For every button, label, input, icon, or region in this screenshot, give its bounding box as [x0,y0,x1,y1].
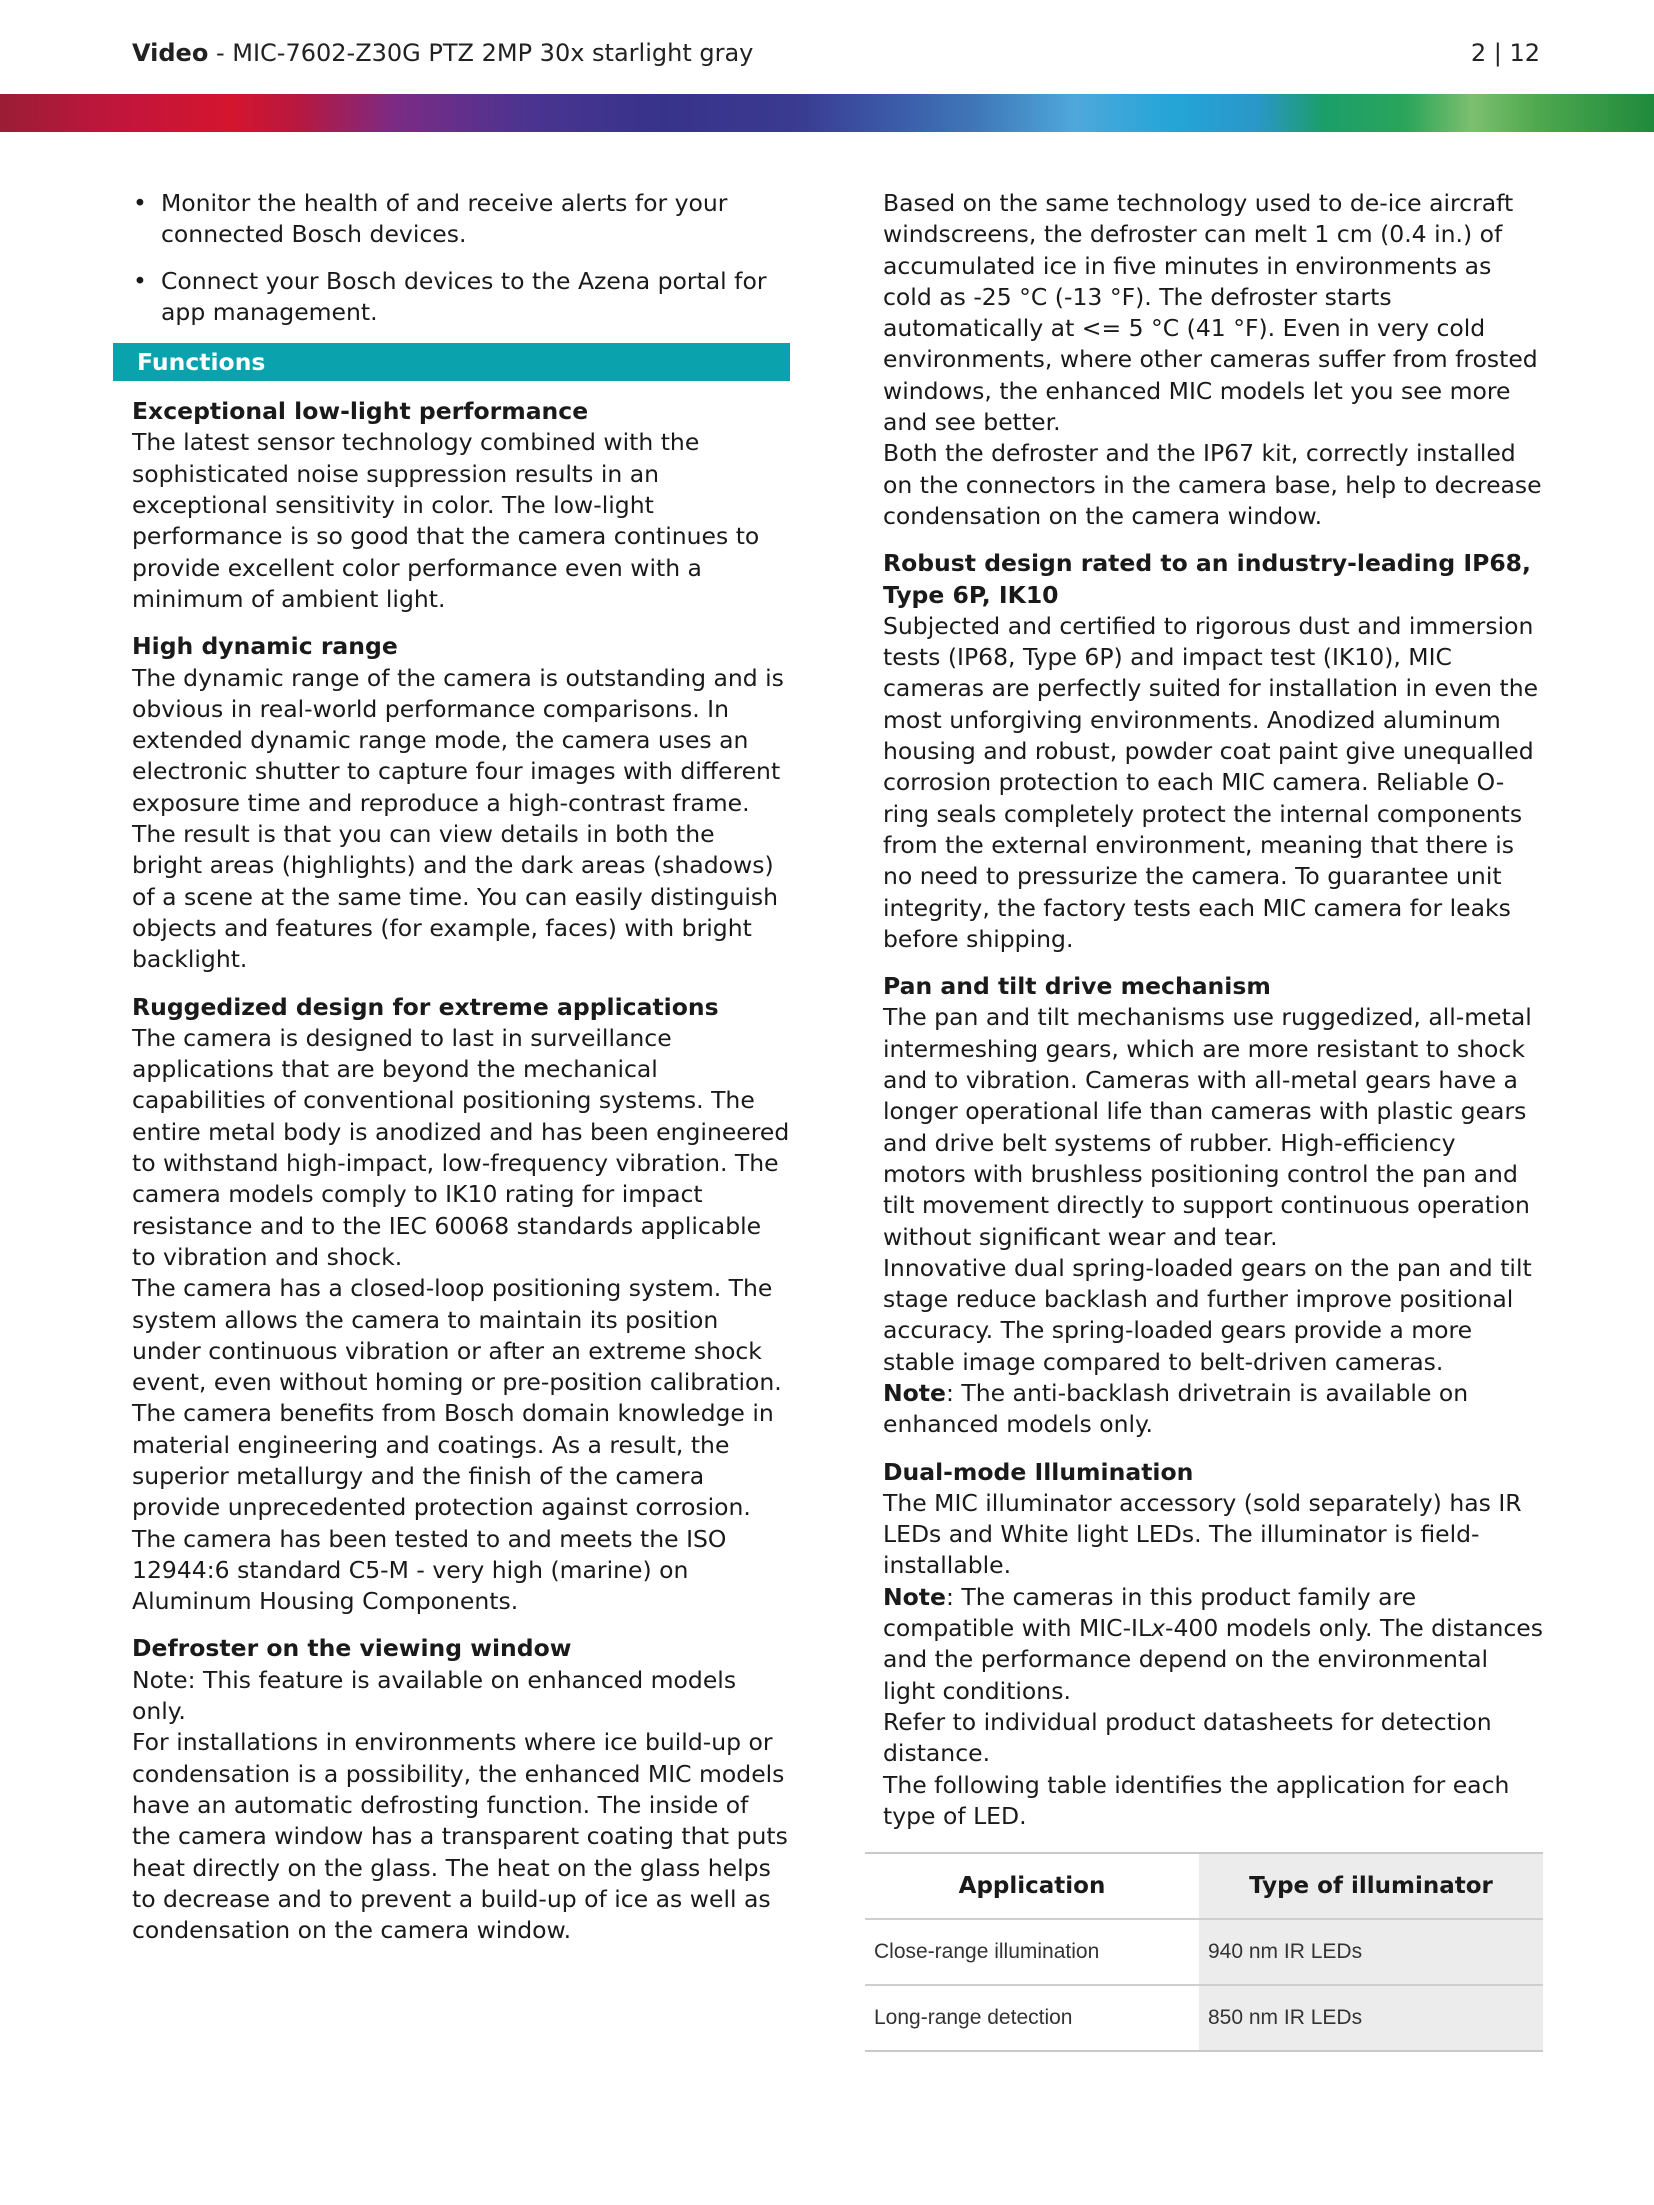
product-title: - MIC-7602-Z30G PTZ 2MP 30x starlight gray [208,39,754,67]
feature-text: For installations in environments where ice build-up or condensation is a possibility, the enhanced MIC models have an automatic defrosting function. The inside of the camera window has a transparent coating that puts heat directly on the glass. The heat on the glass helps to decrease and to prevent a build-up of ice as well as condensation on the camera window. [132,1728,788,1945]
page-header [132,36,1540,70]
feature-low-light [132,396,790,615]
feature-robust-design [883,548,1543,955]
feature-heading: Exceptional low-light performance [132,397,589,426]
section-header-functions: Functions [113,343,790,381]
note-label: Note [883,1378,946,1407]
feature-ruggedized [132,992,790,1618]
category-label: Video [132,39,209,67]
bullet-icon: • [133,189,147,217]
note-label: Note [883,1582,946,1611]
feature-defroster-continued [883,188,1543,532]
table-cell: 940 nm IR LEDs [1199,1919,1543,1985]
feature-text: The following table identifies the application for each type of LED. [883,1770,1510,1830]
feature-defroster [132,1633,790,1946]
table-cell: Close-range illumination [865,1919,1199,1985]
feature-text: Subjected and certified to rigorous dust and immersion tests (IP68, Type 6P) and impact test (IK10), MIC cameras are perfectly suited for installation in even the most unforgiving environments. Anodized aluminum housing and robust, powder coat paint give unequalled corrosion protection to each MIC camera. Reliable O-ring seals completely protect the internal components from the external environment, meaning that there is no need to pressurize the camera. To guarantee unit integrity, the factory tests each MIC camera for leaks before shipping. [883,611,1539,953]
feature-dual-mode-illumination [883,1457,1543,1833]
table-row [865,1919,1543,1985]
illuminator-table [865,1852,1543,2052]
feature-hdr [132,631,790,975]
column-header: Application [958,1873,1106,1900]
list-item: • Monitor the health of and receive alerts for your connected Bosch devices. [133,189,728,249]
left-column [132,188,790,1946]
feature-heading: Defroster on the viewing window [132,1634,572,1663]
feature-text: Note: This feature is available on enhanced models only. [132,1665,737,1726]
column-header: Type of illuminator [1199,1853,1543,1919]
feature-text: The latest sensor technology combined with the sophisticated noise suppression results in an exceptional sensitivity in color. The low-light performance is so good that the camera continues to provide excellent color performance even with a minimum of ambient light. [132,428,760,613]
feature-heading: Dual-mode Illumination [883,1457,1194,1486]
bullet-icon: • [133,266,147,295]
bullet-list [132,188,790,328]
feature-text: The camera benefits from Bosch domain knowledge in material engineering and coatings. As a result, the superior metallurgy and the finish of the camera provide unprecedented protection against corrosion. The camera has been tested to and meets the ISO 12944:6 standard C5-M - very high (marine) on Aluminum Housing Components. [132,1399,774,1616]
table-header-row [865,1853,1543,1919]
right-column [874,188,1543,2052]
feature-text: The camera has a closed-loop positioning system. The system allows the camera to maintain its position under continuous vibration or after an extreme shock event, even without homing or pre-position calibration. [132,1274,782,1397]
note-text: Note: The anti-backlash drivetrain is available on enhanced models only. [883,1378,1469,1439]
feature-text: The pan and tilt mechanisms use ruggedized, all-metal intermeshing gears, which are more resistant to shock and to vibration. Cameras with all-metal gears have a longer operational life than cameras with plastic gears and drive belt systems of rubber. High-efficiency motors with brushless positioning control the pan and tilt movement directly to support continuous operation without significant wear and tear. [883,1003,1532,1251]
feature-heading: Robust design rated to an industry-leading IP68, Type 6P, IK10 [883,549,1531,609]
feature-heading: Ruggedized design for extreme applications [132,992,719,1021]
list-item: • Connect your Bosch devices to the Azena portal for app management. [133,266,767,326]
feature-text: Innovative dual spring-loaded gears on the pan and tilt stage reduce backlash and further improve positional accuracy. The spring-loaded gears provide a more stable image compared to belt-driven cameras. [883,1253,1532,1376]
note-text: Note: The cameras in this product family are compatible with MIC-ILx-400 models only. The distances and the performance depend on the environmental light conditions. [883,1582,1543,1705]
feature-text: Refer to individual product datasheets for detection distance. [883,1707,1492,1768]
document-title [132,36,753,70]
feature-heading: Pan and tilt drive mechanism [883,972,1271,1001]
table-cell: 850 nm IR LEDs [1199,1985,1543,2051]
feature-text: The camera is designed to last in surveillance applications that are beyond the mechanical capabilities of conventional positioning systems. The entire metal body is anodized and has been engineered to withstand high-impact, low-frequency vibration. The camera models comply to IK10 rating for impact resistance and to the IEC 60068 standards applicable to vibration and shock. [132,1023,790,1271]
feature-heading: High dynamic range [132,632,398,661]
feature-text: Both the defroster and the IP67 kit, correctly installed on the connectors in the camera base, help to decrease condensation on the camera window. [883,439,1542,530]
feature-text: The dynamic range of the camera is outstanding and is obvious in real-world performance comparisons. In extended dynamic range mode, the camera uses an electronic shutter to capture four images with different exposure time and reproduce a high-contrast frame. The result is that you can view details in both the bright areas (highlights) and the dark areas (shadows) of a scene at the same time. You can easily distinguish objects and features (for example, faces) with bright backlight. [132,663,784,974]
table-cell: Long-range detection [865,1985,1199,2051]
table-row [865,1985,1543,2051]
page-number: 2 | 12 [1470,39,1540,67]
feature-pan-tilt [883,971,1543,1440]
feature-text: The MIC illuminator accessory (sold separately) has IR LEDs and White light LEDs. The illuminator is field-installable. [883,1488,1522,1580]
model-variable: x [1151,1614,1165,1643]
feature-text: Based on the same technology used to de-ice aircraft windscreens, the defroster can melt 1 cm (0.4 in.) of accumulated ice in five minutes in environments as cold as -25 °C (-13 °F). The defroster starts automatically at <= 5 °C (41 °F). Even in very cold environments, where other cameras suffer from frosted windows, the enhanced MIC models let you see more and see better. [883,189,1538,437]
brand-color-band [0,94,1654,132]
